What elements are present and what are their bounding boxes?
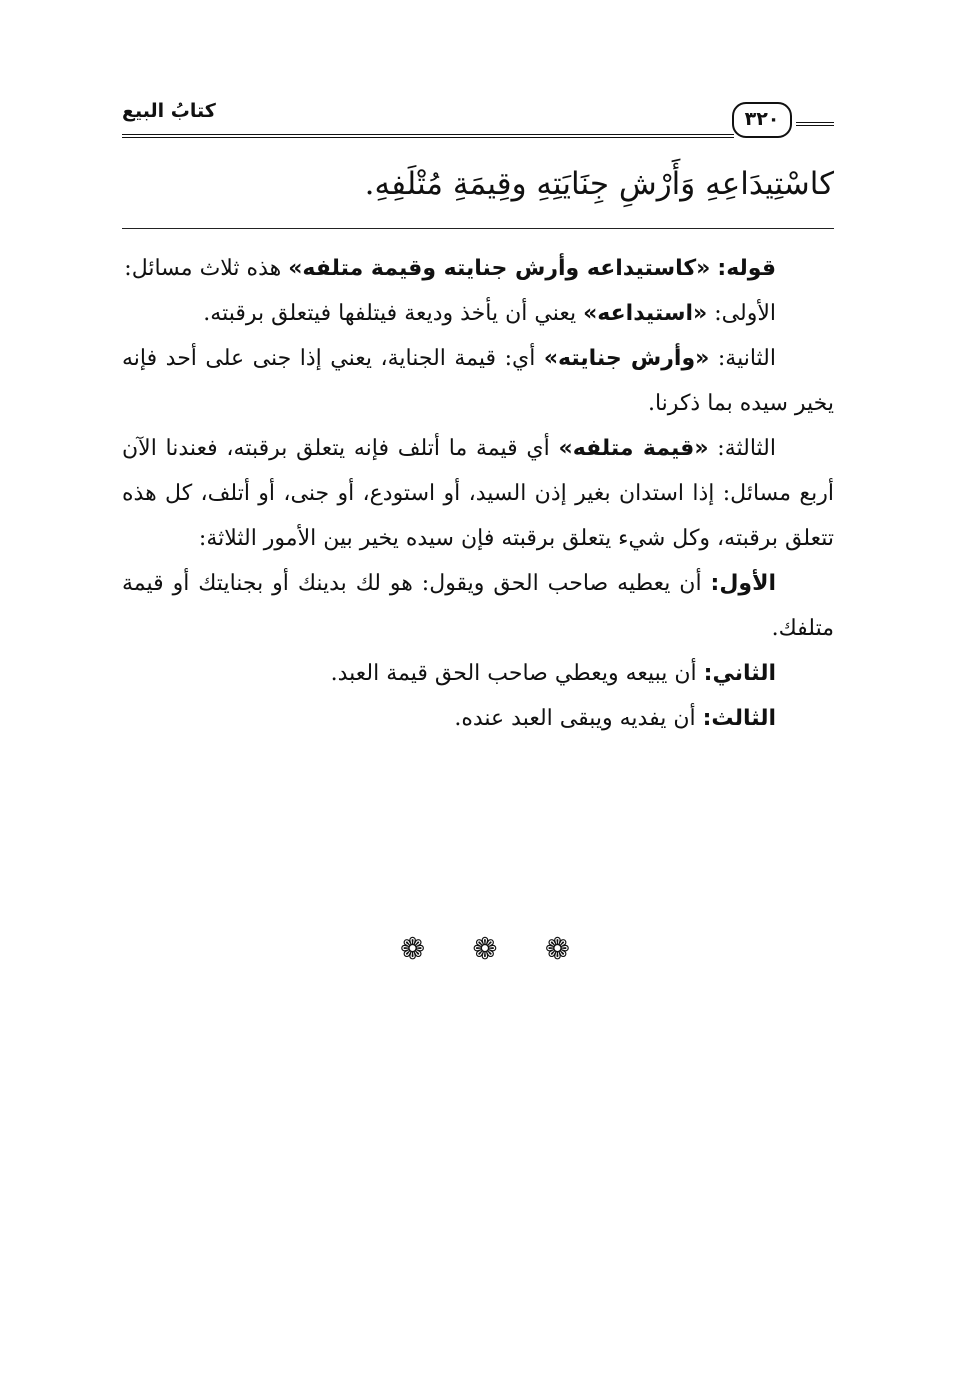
paragraph-text: أن يبيعه ويعطي صاحب الحق قيمة العبد. xyxy=(330,661,704,686)
label: الثالث: xyxy=(702,706,776,731)
paragraph-text: أن يفديه ويبقى العبد عنده. xyxy=(454,706,703,731)
book-title: كتابُ البيع xyxy=(122,100,216,122)
quote: «قيمة متلفه» xyxy=(558,436,709,461)
header-rule xyxy=(122,134,734,138)
page-header xyxy=(122,96,834,148)
commentary xyxy=(122,246,834,741)
page-number: ٣٢٠ xyxy=(732,102,792,138)
flower-ornament-icon: ❁ xyxy=(472,932,498,967)
flower-ornament-icon: ❁ xyxy=(544,932,570,967)
paragraph-text: أن يعطيه صاحب الحق ويقول: هو لك بدينك أو بجنايتك أو قيمة متلفك. xyxy=(122,571,834,641)
matn-divider xyxy=(122,228,834,229)
paragraph-second-issue xyxy=(122,336,834,426)
quote: «وأرش جنايته» xyxy=(543,346,710,371)
paragraph-option-third xyxy=(122,696,834,741)
lead: الأولى: xyxy=(707,301,776,326)
lead: الثانية: xyxy=(709,346,776,371)
lead: الثالثة: xyxy=(708,436,776,461)
label: الثاني: xyxy=(703,661,776,686)
matn-text: كاسْتِيدَاعِهِ وَأَرْشِ جِنَايَتِهِ وقِيمَةِ مُتْلَفِهِ. xyxy=(364,166,834,202)
quote: «كاستيداعه وأرش جنايته وقيمة متلفه» xyxy=(288,256,711,281)
paragraph-third-issue xyxy=(122,426,834,561)
label: الأول: xyxy=(710,571,776,596)
flower-ornament-icon: ❁ xyxy=(400,932,426,967)
paragraph-text: أي قيمة ما أتلف فإنه يتعلق برقبته، فعندنا الآن أربع مسائل: إذا استدان بغير إذن السيد، أو استودع، أو جنى، أو أتلف، كل هذه تتعلق برقبته، وكل شيء يتعلق برقبته فإن سيده يخير بين الأمور الثلاثة: xyxy=(122,436,834,551)
paragraph-first-issue xyxy=(122,291,834,336)
paragraph-option-second xyxy=(122,651,834,696)
section-end-ornaments xyxy=(400,930,570,970)
header-rule-short xyxy=(796,122,834,126)
paragraph-text: يعني أن يأخذ وديعة فيتلفها فيتعلق برقبته. xyxy=(203,301,584,326)
paragraph-option-first xyxy=(122,561,834,651)
paragraph-text: هذه ثلاث مسائل: xyxy=(124,256,289,281)
paragraph-text: أي: قيمة الجناية، يعني إذا جنى على أحد فإنه يخير سيده بما ذكرنا. xyxy=(122,346,834,416)
quote: «استيداعه» xyxy=(583,301,708,326)
label: قوله: xyxy=(717,256,776,281)
paragraph-intro xyxy=(122,246,834,291)
